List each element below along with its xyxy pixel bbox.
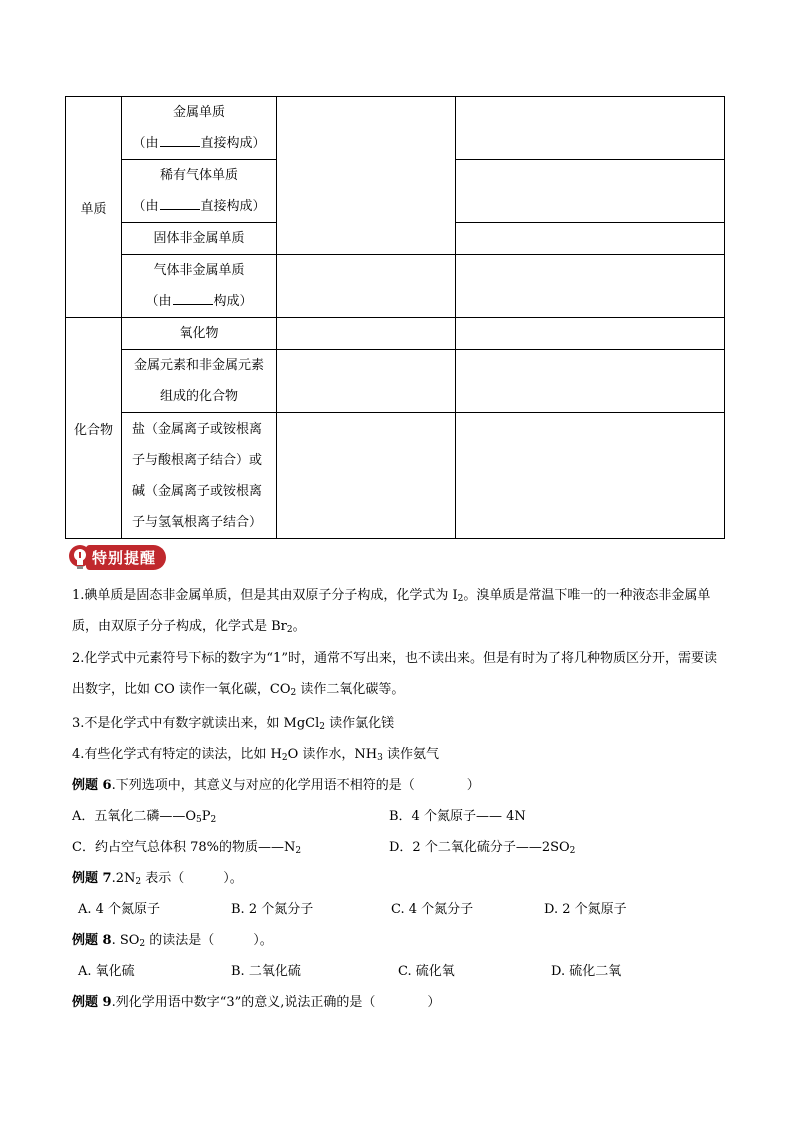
q8-option-b[interactable]: B. 二氧化硫 xyxy=(231,964,301,979)
answer-cell[interactable] xyxy=(456,318,725,350)
q8-option-c[interactable]: C. 硫化氧 xyxy=(398,964,455,979)
q7-option-a[interactable]: A. 4 个氮原子 xyxy=(78,902,161,917)
answer-cell[interactable] xyxy=(456,413,725,539)
answer-cell[interactable] xyxy=(277,350,456,413)
fill-blank[interactable] xyxy=(160,197,200,210)
question-9: 例题 9.列化学用语中数字“3”的意义,说法正确的是（ ） xyxy=(72,995,441,1010)
answer-cell[interactable] xyxy=(277,97,456,255)
note-3: 3.不是化学式中有数字就读出来，如 MgCl$_2$ 读作氯化镁 xyxy=(72,716,395,732)
q6-option-c[interactable]: C．约占空气总体积 78%的物质$——N_2$ xyxy=(72,840,302,856)
group-label-element: 单质 xyxy=(66,97,122,318)
row-text: 稀有气体单质 xyxy=(159,168,238,183)
q8-option-d[interactable]: D. 硫化二氧 xyxy=(551,964,622,979)
row-text: 子与氢氧根离子结合） xyxy=(132,514,263,530)
note-1: 1.碘单质是固态非金属单质，但是其由双原子分子构成，化学式为 $I_2$。溴单质是常温下唯一的一种液态非金属单质，由双原子分子构成，化学式是 $Br_2$。 xyxy=(72,588,711,635)
question-8: 例题 8. $SO_2$ 的读法是（ ）。 xyxy=(72,933,273,949)
question-7: 例题 $7.2N_2$ 表示（ ）。 xyxy=(72,871,243,887)
row-metal-element xyxy=(122,97,277,160)
q8-option-a[interactable]: A. 氧化硫 xyxy=(78,964,135,979)
answer-cell[interactable] xyxy=(456,350,725,413)
row-text: 子与酸根离子结合）或 xyxy=(132,452,263,468)
answer-cell[interactable] xyxy=(277,255,456,318)
row-solid-nonmetal: 固体非金属单质 xyxy=(122,223,277,255)
note-4: 4.有些化学式有特定的读法，比如 $H_2O$ 读作水，$NH_3$ 读作氨气 xyxy=(72,747,439,763)
lightbulb-icon xyxy=(68,544,90,570)
q7-option-d[interactable]: D. 2 个氮原子 xyxy=(544,902,627,917)
row-text: 组成的化合物 xyxy=(159,389,238,404)
row-text: 气体非金属单质 xyxy=(153,263,245,278)
fill-blank[interactable] xyxy=(160,134,200,147)
row-text: 金属单质 xyxy=(172,105,225,120)
answer-cell[interactable] xyxy=(456,255,725,318)
row-text: （由 构成） xyxy=(145,294,253,309)
row-text: （由 直接构成） xyxy=(132,136,266,151)
answer-cell[interactable] xyxy=(277,413,456,539)
row-oxide: 氧化物 xyxy=(122,318,277,350)
answer-cell[interactable] xyxy=(456,223,725,255)
special-reminder-banner xyxy=(68,543,166,571)
question-6: 例题 6.下列选项中，其意义与对应的化学用语不相符的是（ ） xyxy=(72,778,480,793)
q6-option-a[interactable]: A．五氧化二磷$——O_5P_2$ xyxy=(72,809,217,825)
substance-classification-table xyxy=(65,96,725,318)
row-gas-nonmetal xyxy=(122,255,277,318)
q6-option-d[interactable]: D．2 个二氧化硫分子$——2SO_2$ xyxy=(389,840,576,856)
q6-option-b[interactable]: B．4 个氮原子—— 4N xyxy=(389,809,526,824)
answer-cell[interactable] xyxy=(277,318,456,350)
row-salt-base xyxy=(122,413,277,539)
q7-option-c[interactable]: C. 4 个氮分子 xyxy=(391,902,474,917)
tip-label: 特别提醒 xyxy=(86,545,166,570)
answer-cell[interactable] xyxy=(456,160,725,223)
group-label-compound: 化合物 xyxy=(66,318,122,539)
row-text: （由 直接构成） xyxy=(132,199,266,214)
q7-option-b[interactable]: B. 2 个氮分子 xyxy=(231,902,314,917)
answer-cell[interactable] xyxy=(456,97,725,160)
row-text: 盐（金属离子或铵根离 xyxy=(132,421,263,437)
row-metal-nonmetal-compound xyxy=(122,350,277,413)
compound-table xyxy=(65,317,725,539)
row-noble-gas xyxy=(122,160,277,223)
note-2: 2.化学式中元素符号下标的数字为“1”时，通常不写出来，也不读出来。但是有时为了将几种物质区分开，需要读出数字，比如 CO 读作一氧化碳，$CO_2$ 读作二氧化碳等。 xyxy=(72,651,717,698)
fill-blank[interactable] xyxy=(173,292,213,305)
row-text: 金属元素和非金属元素 xyxy=(133,358,264,373)
row-text: 碱（金属离子或铵根离 xyxy=(132,483,263,499)
